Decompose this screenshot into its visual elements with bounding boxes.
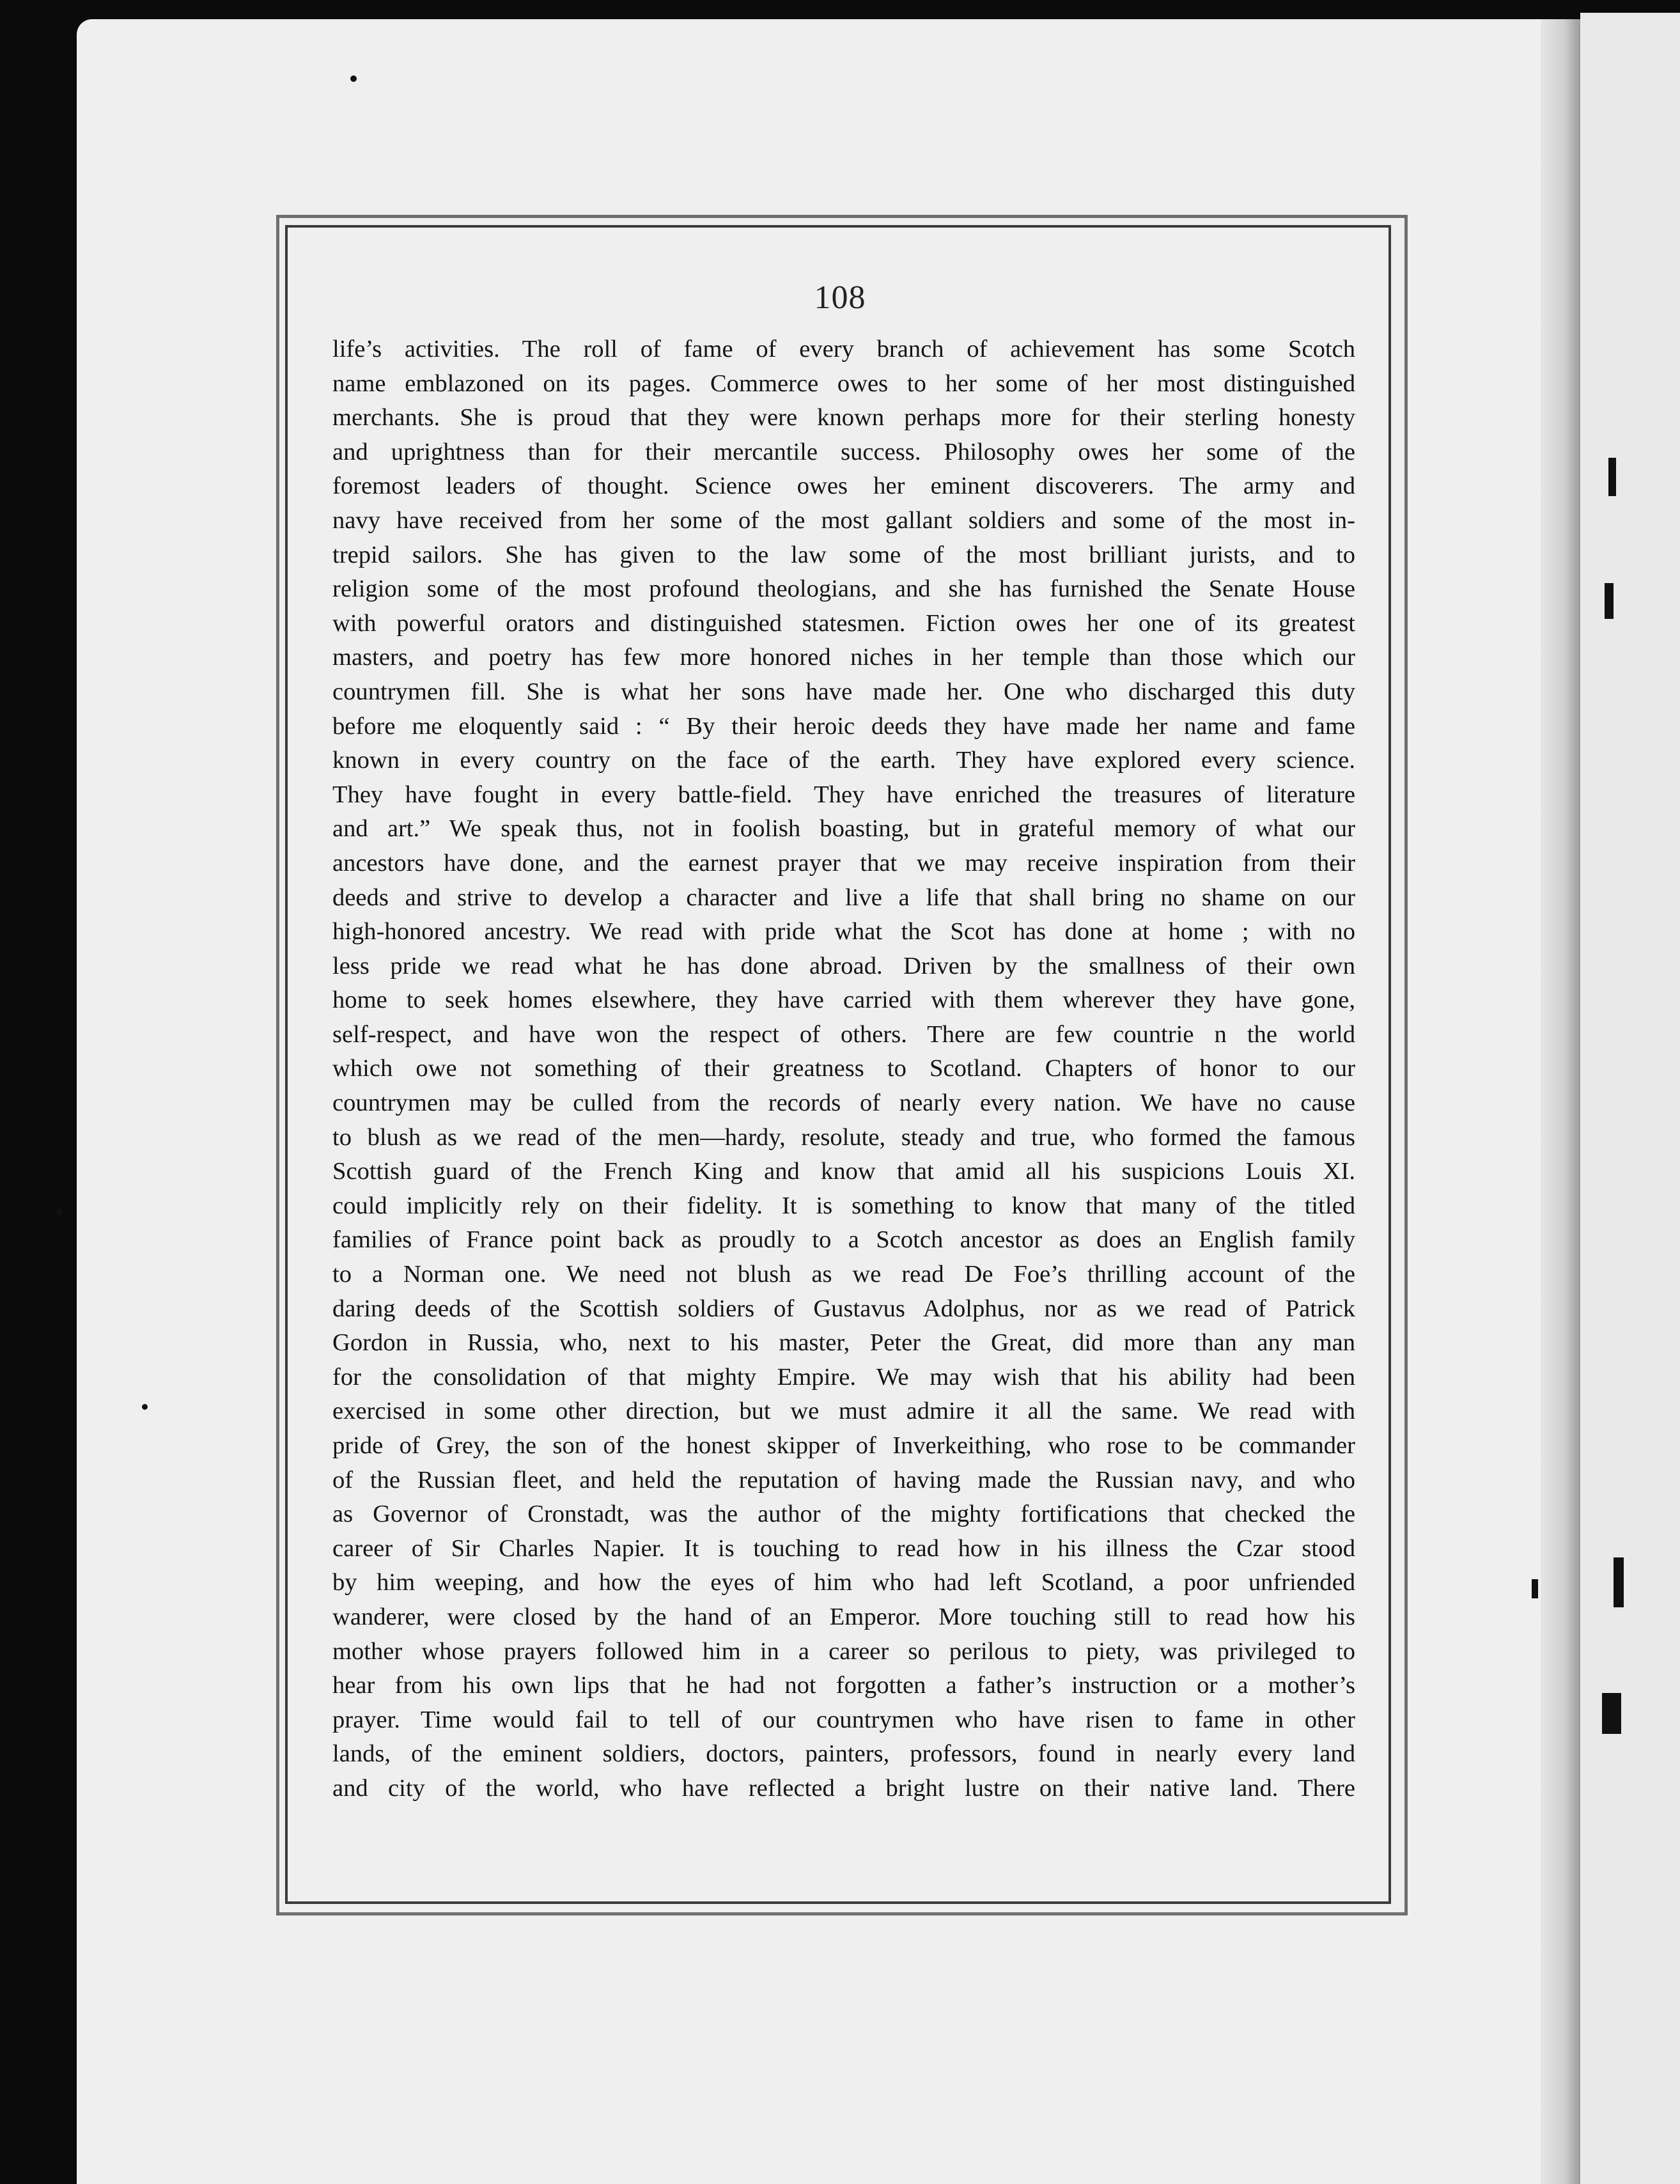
text-line: ancestors have done, and the earnest prayer that we may receive inspiration from their [332, 849, 1355, 877]
text-line: with powerful orators and distinguished statesmen. Fiction owes her one of its greatest [332, 609, 1355, 637]
text-line: exercised in some other direction, but we must admire it all the same. We read with [332, 1398, 1355, 1425]
text-line: They have fought in every battle-field. They have enriched the treasures of literature [332, 781, 1355, 808]
text-line: known in every country on the face of the earth. They have explored every science. [332, 747, 1355, 774]
text-line: before me eloquently said : “ By their heroic deeds they have made her name and fame [332, 712, 1355, 740]
text-line: lands, of the eminent soldiers, doctors, painters, professors, found in nearly every land [332, 1740, 1355, 1768]
scan-speck [350, 75, 357, 82]
text-line: to blush as we read of the men—hardy, resolute, steady and true, who formed the famous [332, 1123, 1355, 1151]
binding-mark [1605, 583, 1614, 619]
text-line: families of France point back as proudly to a Scotch ancestor as does an English family [332, 1226, 1355, 1254]
text-line: and city of the world, who have reflected a bright lustre on their native land. There [332, 1774, 1355, 1802]
facing-page-edge [1580, 13, 1680, 2184]
text-line: daring deeds of the Scottish soldiers of Gustavus Adolphus, nor as we read of Patrick [332, 1295, 1355, 1322]
text-line: less pride we read what he has done abroad. Driven by the smallness of their own [332, 952, 1355, 979]
text-line: navy have received from her some of the most gallant soldiers and some of the most in- [332, 506, 1355, 534]
page-gutter-shadow [1541, 19, 1580, 2184]
text-line: merchants. She is proud that they were known perhaps more for their sterling honesty [332, 404, 1355, 432]
text-line: for the consolidation of that mighty Empire. We may wish that his ability had been [332, 1363, 1355, 1391]
text-line: wanderer, were closed by the hand of an Emperor. More touching still to read how his [332, 1603, 1355, 1630]
text-line: high-honored ancestry. We read with pride what the Scot has done at home ; with no [332, 918, 1355, 946]
text-line: foremost leaders of thought. Science owes her eminent discoverers. The army and [332, 472, 1355, 500]
binding-mark [1614, 1557, 1624, 1607]
text-line: and uprightness than for their mercantile success. Philosophy owes her some of the [332, 438, 1355, 465]
text-line: by him weeping, and how the eyes of him who had left Scotland, a poor unfriended [332, 1569, 1355, 1596]
text-line: Scottish guard of the French King and know that amid all his suspicions Louis XI. [332, 1158, 1355, 1185]
binding-mark [1532, 1579, 1538, 1598]
text-line: and art.” We speak thus, not in foolish boasting, but in grateful memory of what our [332, 815, 1355, 843]
text-line: of the Russian fleet, and held the reputation of having made the Russian navy, and who [332, 1466, 1355, 1494]
text-line: could implicitly rely on their fidelity. It is something to know that many of the titled [332, 1192, 1355, 1219]
text-line: prayer. Time would fail to tell of our countrymen who have risen to fame in other [332, 1706, 1355, 1733]
text-line: masters, and poetry has few more honored niches in her temple than those which our [332, 644, 1355, 671]
page-number: 108 [814, 279, 866, 316]
text-line: trepid sailors. She has given to the law some of the most brilliant jurists, and to [332, 541, 1355, 568]
body-text [332, 332, 1355, 1806]
binding-mark [1602, 1693, 1621, 1734]
text-line: mother whose prayers followed him in a career so perilous to piety, was privileged to [332, 1637, 1355, 1665]
scan-speck [142, 1404, 148, 1410]
text-line: name emblazoned on its pages. Commerce owes to her some of her most distinguished [332, 370, 1355, 397]
text-line: self-respect, and have won the respect of others. There are few countrie n the world [332, 1020, 1355, 1048]
scan-speck [56, 1208, 63, 1216]
text-line: Gordon in Russia, who, next to his master, Peter the Great, did more than any man [332, 1329, 1355, 1357]
text-line: hear from his own lips that he had not forgotten a father’s instruction or a mother’s [332, 1672, 1355, 1699]
text-line: countrymen may be culled from the records of nearly every nation. We have no cause [332, 1089, 1355, 1117]
text-line: pride of Grey, the son of the honest skipper of Inverkeithing, who rose to be commander [332, 1432, 1355, 1459]
text-line: to a Norman one. We need not blush as we read De Foe’s thrilling account of the [332, 1261, 1355, 1288]
text-line: which owe not something of their greatness to Scotland. Chapters of honor to our [332, 1055, 1355, 1082]
text-line: life’s activities. The roll of fame of every branch of achievement has some Scotch [332, 336, 1355, 363]
text-line: countrymen fill. She is what her sons have made her. One who discharged this duty [332, 678, 1355, 705]
text-line: home to seek homes elsewhere, they have carried with them wherever they have gone, [332, 987, 1355, 1014]
text-line: deeds and strive to develop a character and live a life that shall bring no shame on our [332, 884, 1355, 911]
text-line: as Governor of Cronstadt, was the author of the mighty fortifications that checked the [332, 1501, 1355, 1528]
binding-mark [1608, 458, 1616, 496]
text-line: career of Sir Charles Napier. It is touching to read how in his illness the Czar stood [332, 1534, 1355, 1562]
text-line: religion some of the most profound theologians, and she has furnished the Senate House [332, 575, 1355, 603]
